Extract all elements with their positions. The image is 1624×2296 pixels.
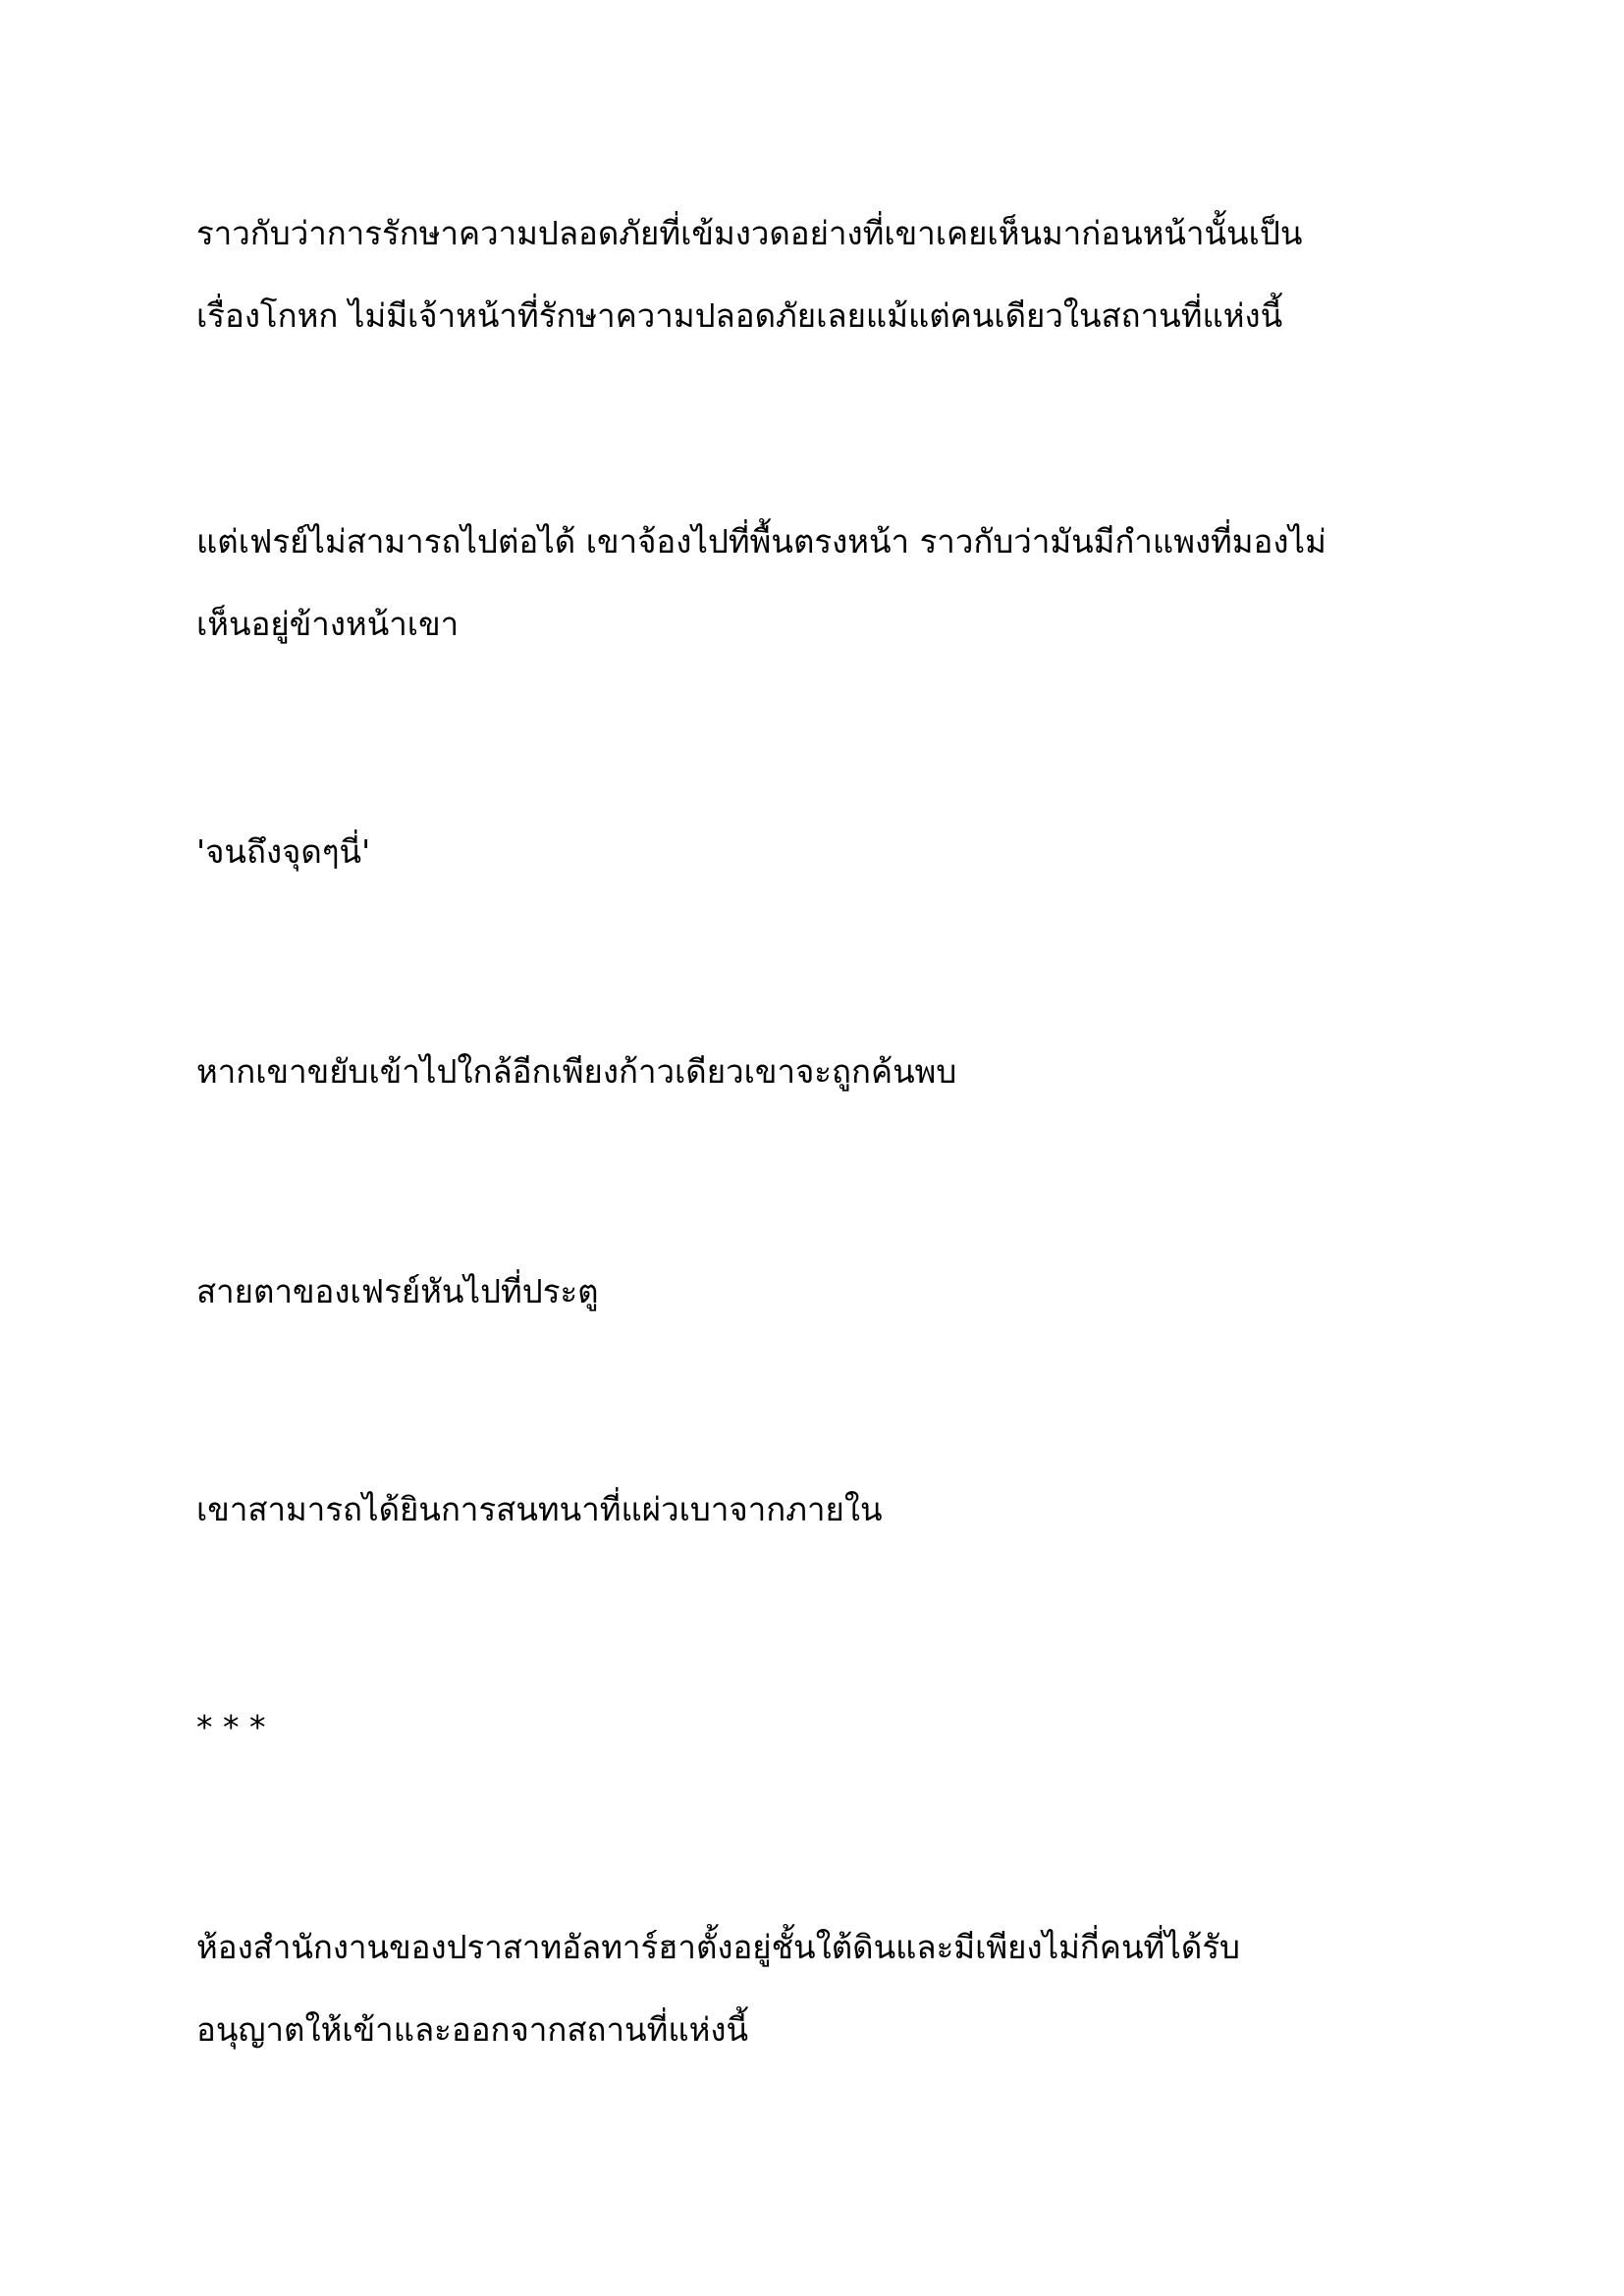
- paragraph-5: [196, 1251, 1434, 1333]
- paragraph-line: 'จนถึงจุดๆนี่': [196, 832, 371, 871]
- paragraph-3: [196, 811, 1434, 893]
- paragraph-line: หากเขาขยับเข้าไปใกล้อีกเพียงก้าวเดียวเขาจะถูกค้นพบ: [196, 1052, 957, 1091]
- paragraph-2: [196, 501, 1434, 666]
- scene-break: [196, 1686, 1434, 1769]
- paragraph-6: [196, 1468, 1434, 1551]
- paragraph-line: ราวกับว่าการรักษาความปลอดภัยที่เข้มงวดอย่างที่เขาเคยเห็นมาก่อนหน้านั้นเป็น: [196, 214, 1303, 252]
- paragraph-7: [196, 1906, 1434, 2071]
- paragraph-line: เรื่องโกหก ไม่มีเจ้าหน้าที่รักษาความปลอดภัยเลยแม้แต่คนเดียวในสถานที่แห่งนี้: [196, 296, 1283, 335]
- paragraph-line: เขาสามารถได้ยินการสนทนาที่แผ่วเบาจากภายใน: [196, 1490, 883, 1528]
- paragraph-line: ห้องสำนักงานของปราสาทอัลทาร์ฮาตั้งอยู่ชั้นใต้ดินและมีเพียงไม่กี่คนที่ได้รับ: [196, 1928, 1240, 1966]
- paragraph-line: * * *: [196, 1708, 266, 1746]
- paragraph-4: [196, 1031, 1434, 1113]
- paragraph-line: แต่เฟรย์ไม่สามารถไปต่อได้ เขาจ้องไปที่พื้นตรงหน้า ราวกับว่ามันมีกำแพงที่มองไม่: [196, 522, 1326, 561]
- paragraph-line: สายตาของเฟรย์หันไปที่ประตู: [196, 1272, 599, 1310]
- paragraph-line: อนุญาตให้เข้าและออกจากสถานที่แห่งนี้: [196, 2010, 749, 2049]
- paragraph-1: [196, 192, 1434, 357]
- paragraph-line: เห็นอยู่ข้างหน้าเขา: [196, 605, 460, 643]
